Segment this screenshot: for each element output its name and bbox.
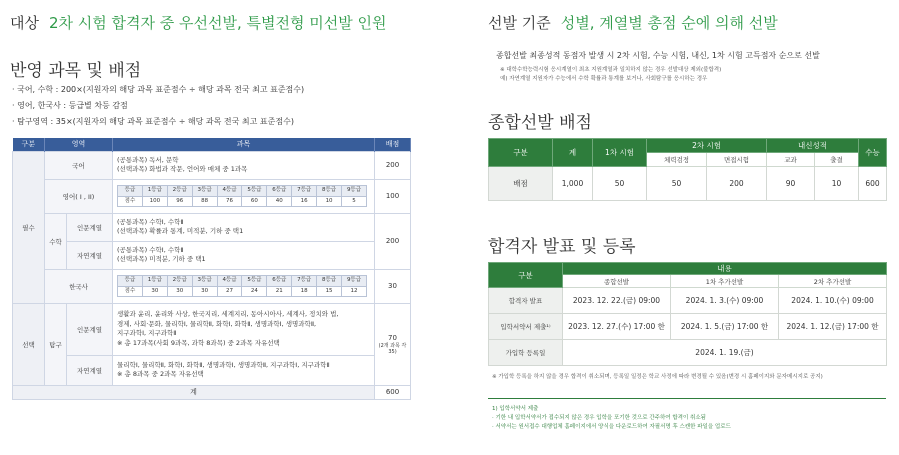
grade-header: 1등급 — [142, 186, 167, 197]
grade-point: 24 — [242, 286, 267, 297]
math-n-common: (공통과목) 수학Ⅰ, 수학Ⅱ — [117, 245, 184, 254]
korean-content — [113, 151, 375, 179]
math-natural-label: 자연계열 — [67, 241, 113, 269]
inquiry-h-line: 생활과 윤리, 윤리와 사상, 한국지리, 세계지리, 동아시아사, 세계사, 정치와 법, — [117, 310, 339, 318]
footnotes — [492, 405, 731, 432]
grade-header: 8등급 — [317, 186, 342, 197]
inquiry-h-note: ※ 총 17과목(사회 9과목, 과학 8과목) 중 2과목 자유선택 — [117, 338, 280, 347]
inquiry-natural-content — [113, 355, 375, 385]
grade-header: 6등급 — [267, 186, 292, 197]
inquiry-natural-label: 자연계열 — [67, 355, 113, 385]
english-score: 100 — [375, 179, 411, 213]
announce-sub-composite: 종합선발 — [563, 275, 671, 288]
score-h-second: 2차 시험 — [647, 139, 767, 153]
bullet-inquiry: · 탐구영역 : 35×(지원자의 해당 과목 표준점수 ÷ 해당 과목 전국 최고 표준점수) — [12, 117, 294, 126]
announce-h-category: 구분 — [489, 263, 563, 288]
score-physical: 50 — [647, 167, 707, 201]
score-first: 50 — [593, 167, 647, 201]
announce-row-label: 합격자 발표 — [489, 288, 563, 314]
announce-note: ※ 가입학 등록을 하지 않을 경우 합격이 취소되며, 등록일 일정은 학교 사정에 따라 변경될 수 있음(변경 시 홈페이지와 문자메시지로 공지) — [492, 374, 823, 380]
announce-sub-additional-1: 1차 추가선발 — [671, 275, 779, 288]
bullet-korean-math: · 국어, 수학 : 200×(지원자의 해당 과목 표준점수 ÷ 해당 과목 전국 최고 표준점수) — [12, 85, 305, 94]
grade-point: 15 — [317, 286, 342, 297]
score-sub-subject: 교과 — [767, 153, 815, 167]
footnote-line: · 기한 내 입학서약서가 접수되지 않은 경우 입학을 포기한 것으로 간주하여 합격이 취소됨 — [492, 415, 706, 421]
grade-point: 5 — [342, 196, 367, 207]
total-label: 계 — [13, 385, 375, 399]
score-h-total: 계 — [553, 139, 593, 167]
grade-header: 9등급 — [342, 276, 367, 287]
math-label: 수학 — [45, 213, 67, 269]
score-attendance: 10 — [815, 167, 859, 201]
score-interview: 200 — [707, 167, 767, 201]
section-title-announce: 합격자 발표 및 등록 — [488, 237, 636, 257]
history-score: 30 — [375, 269, 411, 303]
criteria-label: 선발 기준 — [488, 14, 551, 32]
col-header-score: 배점 — [375, 138, 411, 151]
grade-header: 7등급 — [292, 276, 317, 287]
score-sub-physical: 체력검정 — [647, 153, 707, 167]
section-title-score: 종합선발 배점 — [488, 113, 592, 133]
announcement-table — [488, 262, 886, 366]
korean-label: 국어 — [45, 151, 113, 179]
grade-point: 18 — [292, 286, 317, 297]
grade-header: 1등급 — [142, 276, 167, 287]
inquiry-score-cell — [375, 303, 411, 385]
grade-header: 9등급 — [342, 186, 367, 197]
grade-point: 21 — [267, 286, 292, 297]
history-grade-table — [117, 275, 367, 297]
math-score: 200 — [375, 213, 411, 269]
grade-header: 4등급 — [217, 276, 242, 287]
inquiry-score: 70 — [388, 333, 397, 342]
grade-point: 30 — [142, 286, 167, 297]
grade-point: 12 — [342, 286, 367, 297]
inquiry-score-note: (2개 과목 각 35) — [378, 342, 407, 355]
elective-label: 선택 — [13, 303, 45, 385]
grade-header: 7등급 — [292, 186, 317, 197]
criteria-notes — [500, 66, 721, 84]
history-grade-cell — [113, 269, 375, 303]
score-subject: 90 — [767, 167, 815, 201]
math-humanities-label: 인문계열 — [67, 213, 113, 241]
grade-point: 60 — [242, 196, 267, 207]
english-grade-table — [117, 185, 367, 207]
korean-common: (공통과목) 독서, 문학 — [117, 155, 179, 164]
score-h-category: 구분 — [489, 139, 553, 167]
grade-point: 30 — [192, 286, 217, 297]
registration-date: 2024. 1. 19.(금) — [563, 340, 887, 366]
col-header-subject: 과목 — [113, 138, 375, 151]
col-header-category: 구분 — [13, 138, 45, 151]
target-heading — [10, 12, 386, 33]
pledge-row-label: 입학서약서 제출¹⁾ — [489, 314, 563, 340]
inquiry-humanities-content — [113, 303, 375, 355]
grade-point: 점수 — [118, 196, 143, 207]
target-description: 2차 시험 합격자 중 우선선발, 특별전형 미선발 인원 — [48, 14, 387, 32]
total-score: 600 — [375, 385, 411, 399]
korean-score: 200 — [375, 151, 411, 179]
score-csat: 600 — [859, 167, 887, 201]
grade-point: 점수 — [118, 286, 143, 297]
grade-point: 96 — [167, 196, 192, 207]
grade-point: 40 — [267, 196, 292, 207]
score-total: 1,000 — [553, 167, 593, 201]
inquiry-h-line: 지구과학Ⅰ, 지구과학Ⅱ — [117, 329, 177, 337]
english-label: 영어( I , II) — [45, 179, 113, 213]
target-label: 대상 — [10, 14, 39, 32]
required-label: 필수 — [13, 151, 45, 303]
registration-row-label: 가입학 등록일 — [489, 340, 563, 366]
grade-header: 8등급 — [317, 276, 342, 287]
announce-sub-additional-2: 2차 추가선발 — [779, 275, 887, 288]
inquiry-humanities-label: 인문계열 — [67, 303, 113, 355]
english-grade-cell — [113, 179, 375, 213]
footnote-divider — [488, 398, 886, 399]
score-sub-interview: 면접시험 — [707, 153, 767, 167]
bullet-english-history: · 영어, 한국사 : 등급별 차등 감점 — [12, 101, 128, 110]
tie-rule-text: 종합선발 최종성적 동점자 발생 시 2차 시험, 수능 시험, 내신, 1차 시험 고득점자 순으로 선발 — [496, 51, 820, 60]
math-natural-content — [113, 241, 375, 269]
korean-elective: (선택과목) 화법과 작문, 언어와 매체 중 1과목 — [117, 165, 248, 173]
footnote-line: · 서약서는 원서접수 대행업체 홈페이지에서 양식을 다운로드하여 자필서명 후 스캔한 파일을 업로드 — [492, 424, 731, 430]
math-h-elective: (선택과목) 확률과 통계, 미적분, 기하 중 택1 — [117, 227, 244, 235]
inquiry-h-line: 경제, 사회·문화, 물리학Ⅰ, 물리학Ⅱ, 화학Ⅰ, 화학Ⅱ, 생명과학Ⅰ, 생명과학Ⅱ, — [117, 319, 317, 328]
announce-h-content: 내용 — [563, 263, 887, 275]
inquiry-n-line: 물리학Ⅰ, 물리학Ⅱ, 화학Ⅰ, 화학Ⅱ, 생명과학Ⅰ, 생명과학Ⅱ, 지구과학Ⅰ, 지구과학Ⅱ — [117, 360, 330, 369]
pledge-cell: 2024. 1. 12.(금) 17:00 한 — [779, 314, 887, 340]
grade-point: 27 — [217, 286, 242, 297]
footnote-title: 1) 입학서약서 제출 — [492, 406, 539, 412]
grade-point: 30 — [167, 286, 192, 297]
math-h-common: (공통과목) 수학Ⅰ, 수학Ⅱ — [117, 217, 184, 226]
subject-bullets — [12, 82, 304, 130]
section-title-subjects: 반영 과목 및 배점 — [10, 61, 142, 81]
pledge-cell: 2023. 12. 27.(수) 17:00 한 — [563, 314, 671, 340]
grade-header: 5등급 — [242, 186, 267, 197]
grade-point: 16 — [292, 196, 317, 207]
announce-cell: 2024. 1. 10.(수) 09:00 — [779, 288, 887, 314]
grade-point: 76 — [217, 196, 242, 207]
score-row-label: 배점 — [489, 167, 553, 201]
score-h-school: 내신성적 — [767, 139, 859, 153]
pledge-cell: 2024. 1. 5.(금) 17:00 한 — [671, 314, 779, 340]
criteria-heading — [488, 12, 778, 33]
grade-point: 100 — [142, 196, 167, 207]
composite-score-table — [488, 138, 886, 201]
inquiry-n-note: ※ 총 8과목 중 2과목 자유선택 — [117, 370, 204, 378]
history-label: 한국사 — [45, 269, 113, 303]
math-n-elective: (선택과목) 미적분, 기하 중 택1 — [117, 255, 206, 263]
grade-header: 2등급 — [167, 186, 192, 197]
grade-point: 10 — [317, 196, 342, 207]
announce-cell: 2023. 12. 22.(금) 09:00 — [563, 288, 671, 314]
math-humanities-content — [113, 213, 375, 241]
grade-header: 5등급 — [242, 276, 267, 287]
subject-score-table — [12, 138, 410, 400]
announce-cell: 2024. 1. 3.(수) 09:00 — [671, 288, 779, 314]
score-h-first: 1차 시험 — [593, 139, 647, 167]
grade-header: 등급 — [118, 276, 143, 287]
criteria-description: 성별, 계열별 총점 순에 의해 선발 — [560, 14, 778, 32]
score-sub-attendance: 출결 — [815, 153, 859, 167]
grade-header: 2등급 — [167, 276, 192, 287]
score-h-csat: 수능 — [859, 139, 887, 167]
col-header-area: 영역 — [45, 138, 113, 151]
grade-header: 4등급 — [217, 186, 242, 197]
grade-header: 6등급 — [267, 276, 292, 287]
grade-header: 등급 — [118, 186, 143, 197]
grade-point: 88 — [192, 196, 217, 207]
grade-header: 3등급 — [192, 276, 217, 287]
inquiry-label: 탐구 — [45, 303, 67, 385]
criteria-note: ※ 대학수학능력시험 응시계열이 최초 지원계열과 일치하지 않는 경우 선발대상 제외(불합격) — [500, 67, 722, 73]
grade-header: 3등급 — [192, 186, 217, 197]
criteria-example: 예) 자연계열 지원자가 수능에서 수학 확률과 통계를 보거나, 사회탐구를 응시하는 경우 — [500, 76, 708, 82]
